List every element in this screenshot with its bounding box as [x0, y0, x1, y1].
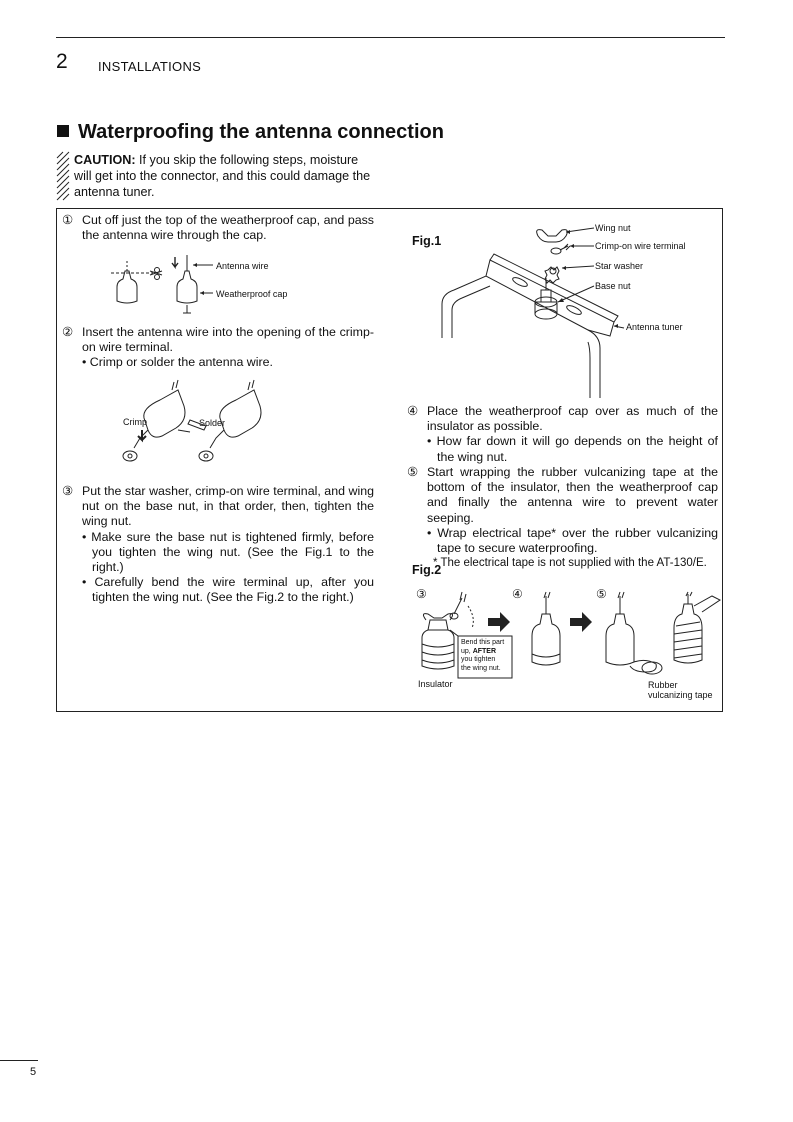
step-2: ② Insert the antenna wire into the opening of the crimp-on wire terminal. • Crimp or solder the antenna wire.: [62, 325, 374, 370]
rubber-tape-label: Rubber vulcanizing tape: [648, 680, 713, 700]
insulator-label: Insulator: [418, 679, 453, 689]
crimp-label: Crimp: [123, 417, 147, 427]
footer-rule: [0, 1060, 38, 1061]
caution-text: CAUTION: If you skip the following steps, moisture will get into the connector, and this could damage the antenna tuner.: [74, 153, 371, 199]
star-washer-label: Star washer: [595, 261, 644, 271]
antenna-tuner-figure: [438, 218, 618, 398]
step-5: ⑤ Start wrapping the rubber vulcanizing tape at the bottom of the insulator, then the weatherproof cap and finally the antenna wire to prevent water seeping. • Wrap electrical tape* over the rubber vulcanizing tape to secure waterproofing. * The electrical tape is not supplied with the AT-130/E.: [407, 465, 718, 570]
chapter-number: 2: [56, 50, 68, 73]
caution-hatch-icon: [57, 152, 69, 200]
weatherproof-cap-label: Weatherproof cap: [216, 289, 288, 299]
base-nut-label: Base nut: [595, 281, 631, 291]
fig1-title: Fig.1: [412, 234, 442, 248]
antenna-wire-label: Antenna wire: [216, 261, 269, 271]
section-title: Waterproofing the antenna connection: [57, 121, 444, 144]
fig2-step3-marker: ③: [416, 587, 427, 601]
wing-nut-label: Wing nut: [595, 223, 631, 233]
fig2-step5-marker: ⑤: [596, 587, 607, 601]
fig2-step4-marker: ④: [512, 587, 523, 601]
header-rule: [56, 37, 725, 38]
square-bullet-icon: [57, 125, 69, 137]
antenna-tuner-label: Antenna tuner: [626, 322, 683, 332]
page-number: 5: [30, 1066, 37, 1078]
step-3: ③ Put the star washer, crimp-on wire terminal, and wing nut on the base nut, in that order, then, tighten the wing nut. • Make sure the base nut is tightened firmly, before you tighten the wing nut. (See the Fig.1 to the right.) • Carefully bend the wire terminal up, after you tighten the wing nut. (See the Fig.2 to the right.): [62, 484, 374, 605]
fig2-title: Fig.2: [412, 563, 442, 577]
step-1: ① Cut off just the top of the weatherproof cap, and pass the antenna wire through the cap.: [62, 213, 374, 243]
bend-note-label: Bend this part up, AFTER you tighten the wing nut.: [461, 639, 505, 672]
cap-cutting-figure: [105, 253, 305, 318]
crimp-terminal-label: Crimp-on wire terminal: [595, 241, 686, 251]
chapter-title: INSTALLATIONS: [98, 59, 202, 74]
step-4: ④ Place the weatherproof cap over as much of the insulator as possible. • How far down it will go depends on the height of the wing nut.: [407, 404, 718, 464]
solder-label: Solder: [199, 418, 226, 428]
waterproofing-sequence-figure: [410, 592, 720, 687]
